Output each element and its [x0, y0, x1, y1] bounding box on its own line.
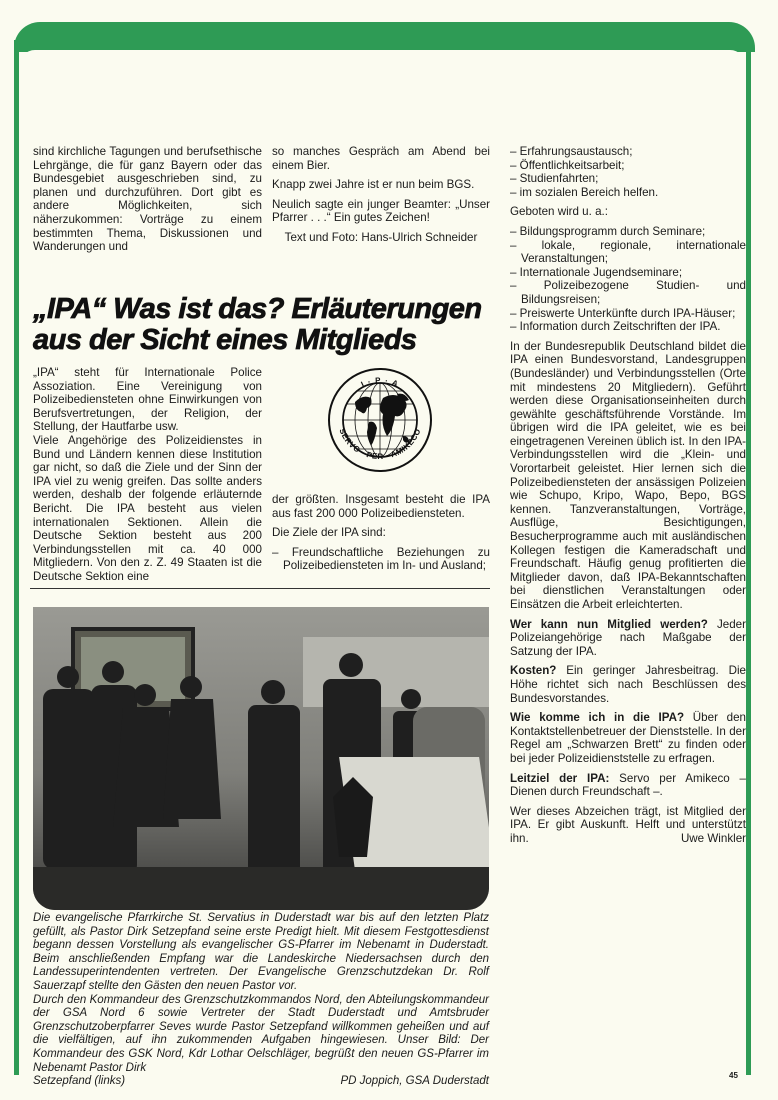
answer: Ein geringer Jahresbeitrag. Die Höhe richtet sich nach Beschlüssen des Bundesvorstandes. [510, 664, 746, 705]
green-frame-top [14, 22, 755, 52]
logo-bottom-text: SERVO · PER · AMIKECO [337, 427, 423, 462]
divider [30, 588, 490, 589]
question: Leitziel der IPA: [510, 771, 610, 785]
paragraph: Viele Angehörige des Polizeidienstes in Bund und Ländern kennen diese Institution gar nicht, so daß die Ziele und der Sinn der IPA viel zu wenig greifen. Das sollte anders werden, deshalb der folgende erläuternde Bericht. Die IPA besteht aus vielen internationalen Sektionen. Allein die Deutsche Sektion besteht aus 200 Verbindungsstellen mit ca. 40 000 Mitgliedern. Von den z. Z. 49 Staaten ist die Deutsche Sektion eine [33, 433, 262, 583]
list-item: – Information durch Zeitschriften der IPA. [510, 320, 746, 334]
green-frame-left [14, 40, 19, 1075]
paragraph: Wer dieses Abzeichen trägt, ist Mitglied der IPA. Er gibt Auskunft. Helft und unterstützt ihn. [510, 804, 746, 845]
caption-credit: PD Joppich, GSA Duderstadt [340, 1075, 489, 1088]
paragraph: Neulich sagte ein junger Beamter: „Unser Pfarrer . . .“ Ein gutes Zeichen! [272, 197, 490, 225]
paragraph: Die Ziele der IPA sind: [272, 526, 386, 540]
goals-list-continued [510, 145, 746, 199]
caption-last-line: Setzepfand (links) [33, 1075, 126, 1088]
list-item: – Polizeibezogene Studien- und Bildungsreisen; [510, 279, 746, 306]
previous-article-text: sind kirchliche Tagungen und berufsethische Lehrgänge, die für ganz Bayern oder das Bundesgebiet ausgeschrieben sind, zu planen und durchzuführen. Dort gibt es andere Möglichkeiten, sich näherzukommen: Vorträge zu einem bestimmten Thema, Diskussionen und Wanderungen und [33, 145, 262, 254]
answer: Über den Kontaktstellenbetreuer der Dienststelle. In der Regel am „Schwarzen Brett“ zu finden oder bei jeder Polizeidienststelle zu erfragen. [510, 711, 746, 765]
list-item: – im sozialen Bereich helfen. [510, 186, 746, 200]
article-headline: „IPA“ Was ist das? Erläuterungen aus der Sicht eines Mitglieds [33, 293, 482, 356]
photo-caption [33, 912, 489, 1089]
frame-inner [19, 50, 746, 80]
list-item: – Bildungsprogramm durch Seminare; [510, 225, 746, 239]
list-item: – Erfahrungsaustausch; [510, 145, 746, 159]
article-col1 [33, 366, 262, 590]
article-col3 [510, 145, 746, 852]
logo-top-text: I · P · A [359, 375, 401, 390]
paragraph: Knapp zwei Jahre ist er nun beim BGS. [272, 178, 475, 192]
question: Wie komme ich in die IPA? [510, 711, 685, 725]
question: Wer kann nun Mitglied werden? [510, 617, 708, 631]
paragraph: so manches Gespräch am Abend bei einem Bier. [272, 145, 490, 172]
faq-costs [510, 664, 746, 705]
previous-article-col1 [33, 145, 262, 260]
faq-join [510, 711, 746, 765]
list-item: – Internationale Jugendseminare; [510, 266, 746, 280]
answer: Jeder Polizeiangehörige nach Maßgabe der Satzung der IPA. [510, 617, 746, 658]
caption-paragraph: Durch den Kommandeur des Grenzschutzkommandos Nord, den Abteilungskommandeur der GSA Nord 6 sowie Vertreter der Stadt Duderstadt und Amtsbruder Grenzschutzoberpfarrer Seves wurde Pastor Setzepfand willkommen geheißen und auf die vielfältigen, auf ihn zukommenden Aufgaben hingewiesen. Unser Bild: Der Kommandeur des GSK Nord, Kdr Lothar Oelschläger, begrüßt den neuen GS-Pfarrer im Nebenamt Pastor Dirk [33, 993, 489, 1074]
author: Uwe Winkler [680, 831, 746, 845]
list-item: – Preiswerte Unterkünfte durch IPA-Häuser; [510, 307, 746, 321]
paragraph: Geboten wird u. a.: [510, 205, 608, 219]
green-frame-right [746, 40, 751, 1075]
photo-credit: Text und Foto: Hans-Ulrich Schneider [284, 230, 478, 244]
caption-signature [33, 1075, 489, 1089]
ipa-logo [325, 364, 435, 476]
answer: Servo per Amikeco – Dienen durch Freundschaft –. [510, 771, 746, 799]
caption-paragraph: Die evangelische Pfarrkirche St. Servatius in Duderstadt war bis auf den letzten Platz gefüllt, als Pastor Dirk Setzepfand seine erste Predigt hielt. Mit diesem Festgottesdienst begann dessen Vorstellung als evangelischer GS-Pfarrer im Nebenamt in Duderstadt. Beim anschließenden Empfang war die Landeskirche Niedersachsen durch den Landessuperintendenten vertreten. Der Evangelische Grenzschutzdekan Dr. Rolf Sauerzapf stellte den Gästen den neuen Pastor vor. [33, 912, 489, 992]
page-number: 45 [729, 1071, 738, 1080]
previous-article-col2 [272, 145, 490, 251]
paragraph: „IPA“ steht für Internationale Police Assoziation. Eine Vereinigung von Polizeibediensteten ohne Einwirkungen von Berufsvertretungen, der Religion, der Stellung, der Hautfarbe usw. [33, 366, 262, 434]
faq-membership [510, 618, 746, 659]
article-col2 [272, 493, 490, 579]
list-item: – Öffentlichkeitsarbeit; [510, 159, 746, 173]
paragraph: In der Bundesrepublik Deutschland bildet die IPA einen Bundesvorstand, Landesgruppen (Bundesländer) und Verbindungsstellen (Orte mit mindestens 20 Mitgliedern). Geführt werden diese Organisationseinheiten durch gewählte geschäftsführende Vorstände. Im übrigen wird die IPA geleitet, wie es bei eingetragenen Vereinen üblich ist. In den IPA-Verbindungsstellen wird die „Klein- und Vorortarbeit geleistet. Hier lernen sich die Polizeibediensteten der ansässigen Polizeien wie Schupo, Kripo, Wapo, Bepo, BGS kennen. Tanzveranstaltungen, Vorträge, Ausflüge, Besichtigungen, Besucherprogramme auch mit ausländischen Kollegen festigen die Kameradschaft und Freundschaft. Häufig genug profitierten die Mitglieder davon, daß IPA-Bekanntschaften bei dienstlichen Veranstaltungen oder Einsätzen die Arbeit erleichterten. [510, 339, 746, 611]
goals-list [272, 546, 490, 573]
reception-photo [33, 607, 489, 910]
list-item: – lokale, regionale, internationale Veranstaltungen; [510, 239, 746, 266]
list-item: – Studienfahrten; [510, 172, 746, 186]
paragraph: der größten. Insgesamt besteht die IPA aus fast 200 000 Polizeibediensteten. [272, 493, 490, 520]
question: Kosten? [510, 664, 557, 678]
list-item: – Freundschaftliche Beziehungen zu Polizeibediensteten im In- und Ausland; [272, 546, 490, 573]
offered-list [510, 225, 746, 334]
faq-motto [510, 772, 746, 799]
